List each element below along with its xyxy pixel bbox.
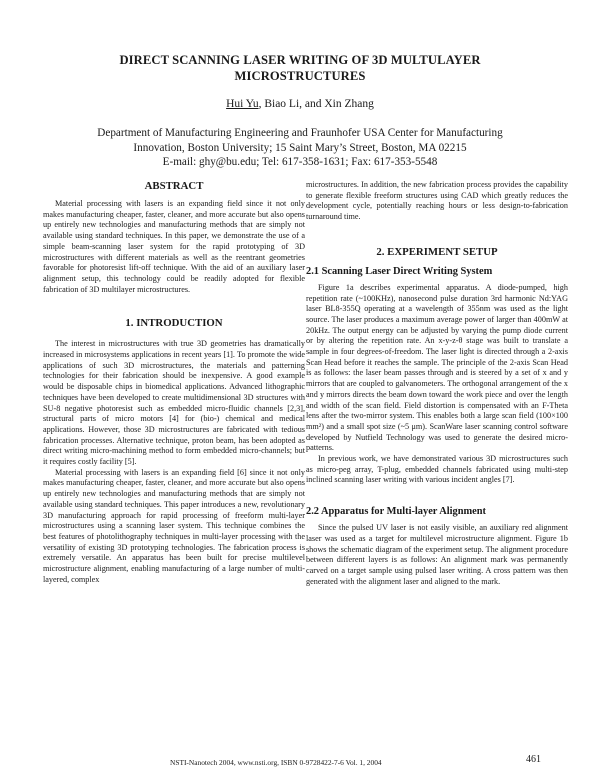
intro-paragraph-1: The interest in microstructures with true 3D geometries has dramatically increased in microsystems applications in recent years [1]. To promote the wide applications of such 3D microstructures, the materials and patterning technologies for their fabrication should be inexpensive. A good example would be disposable chips in biomedical applications. Advanced lithographic techniques have been developed to create multidimensional 3D structures with SU-8 negative photoresist such as embedded micro-fluidic channels [2,3], structural parts of micro motors [4] for (bio-) chemical and medical applications. However, those 3D microstructures are fabricated with tedious fabrication processes. Alternative technique, proton beam, has been adopted as direct writing micro-machining method to form embedded micro-channels; but it requires costly facility [5]. xyxy=(43,339,305,467)
affiliation-line-1: Department of Manufacturing Engineering and Fraunhofer USA Center for Manufacturing xyxy=(97,127,503,139)
author-rest: , Biao Li, and Xin Zhang xyxy=(258,98,374,110)
subsection-2-2-paragraph-1: Since the pulsed UV laser is not easily visible, an auxiliary red alignment laser was used as a target for multilevel microstructure alignment. Figure 1b shows the schematic diagram of the experiment setup. The alignment procedure between different layers is as follows: An alignment mark was permanently carved on a target sample using pulsed laser writing. A cross pattern was then generated with the alignment laser and aligned to the mark. xyxy=(306,523,568,586)
author-list xyxy=(0,98,600,110)
subsection-2-1-heading: 2.1 Scanning Laser Direct Writing System xyxy=(306,265,493,277)
paper-title: DIRECT SCANNING LASER WRITING OF 3D MULTULAYER MICROSTRUCTURES xyxy=(119,53,481,83)
right-column xyxy=(306,180,568,587)
page-footer: NSTI-Nanotech 2004, www.nsti.org, ISBN 0-9728422-7-6 Vol. 1, 2004 xyxy=(170,758,382,767)
page-number: 461 xyxy=(526,754,541,765)
introduction-heading: 1. INTRODUCTION xyxy=(125,317,223,330)
left-column xyxy=(43,180,305,586)
intro-paragraph-2: Material processing with lasers is an expanding field [6] since it not only makes manufacturing cheaper, faster, cleaner, and more accurate but also opens up entirely new technologies and manufacturing methods that are simply not available using standard techniques. This paper introduces a new, revolutionary 3D manufacturing approach for rapid processing of freeform multi-layer microstructures using a scanning laser system. This technique combines the best features of photolithography techniques in multi-layer processing with the versatility of existing 3D prototyping technologies. The fabrication process is extremely versatile. An apparatus has been built for precise multilevel microstructure alignment, enabling manufacturing of a large number of multi-layered, complex xyxy=(43,467,305,584)
experiment-setup-heading: 2. EXPERIMENT SETUP xyxy=(376,245,498,258)
subsection-2-1-paragraph-2: In previous work, we have demonstrated various 3D microstructures such as micro-peg array, T-plug, embedded channels fabricated using multi-step inclined scanning laser writing with various incident angles [7]. xyxy=(306,454,568,485)
abstract-heading: ABSTRACT xyxy=(144,180,204,192)
author-main: Hui Yu xyxy=(226,98,259,110)
subsection-2-1-paragraph-1: Figure 1a describes experimental apparatus. A diode-pumped, high repetition rate (~100KHz), nanosecond pulse duration 3rd harmonic Nd:YAG laser BL8-355Q operating at a wavelength of 355nm was used as the light source. The laser produces a maximum average power of larger than 400mW at 20kHz. The output energy can be adjusted by varying the pump diode current or by altering the repetition rate. An x-y-z-θ stage was built to translate a sample in four degrees-of-freedom. The laser light is directed through a 2-axis Scan Head before it reaches the sample. The principle of the 2-axis Scan Head is as follows: the laser beam passes through and is steered by a set of x and y mirrors that are coupled to galvanometers. The orthogonal arrangement of the x and y mirrors directs the beam down toward the work piece and over the length and width of the scan field. Field distortion is compensated with an F-Theta lens after the two-mirror system. This enables both a large scan field (100×100 mm²) and a small spot size (~5 μm). ScanWare laser scanning control software developed by Nutfield Technology was used to generate the desired micro-patterns. xyxy=(306,282,568,453)
subsection-2-2-heading: 2.2 Apparatus for Multi-layer Alignment xyxy=(306,506,487,518)
abstract-text: Material processing with lasers is an expanding field since it not only makes manufacturing cheaper, faster, cleaner, and more accurate but also opens up entirely new technologies and manufacturing methods that are simply not available using standard techniques. In this paper, we demonstrate the use of a simple beam-scanning laser system for the rapid prototyping of 3D microstructures with different materials as well as the reentrant geometries favorable for photoresist lift-off technique. With the aid of an auxiliary laser alignment setup, this technology could be readily adopted for flexible fabrication of 3D multilayer microstructures. xyxy=(43,199,305,294)
affiliation xyxy=(60,126,540,170)
contact-line: E-mail: ghy@bu.edu; Tel: 617-358-1631; Fax: 617-353-5548 xyxy=(162,156,438,168)
intro-continuation: microstructures. In addition, the new fabrication process provides the capability to generate flexible freeform structures using CAD which greatly reduces the development cycle, potentially reaching hours or less design-to-fabrication turnaround time. xyxy=(306,180,568,222)
affiliation-line-2: Innovation, Boston University; 15 Saint Mary’s Street, Boston, MA 02215 xyxy=(133,141,467,154)
